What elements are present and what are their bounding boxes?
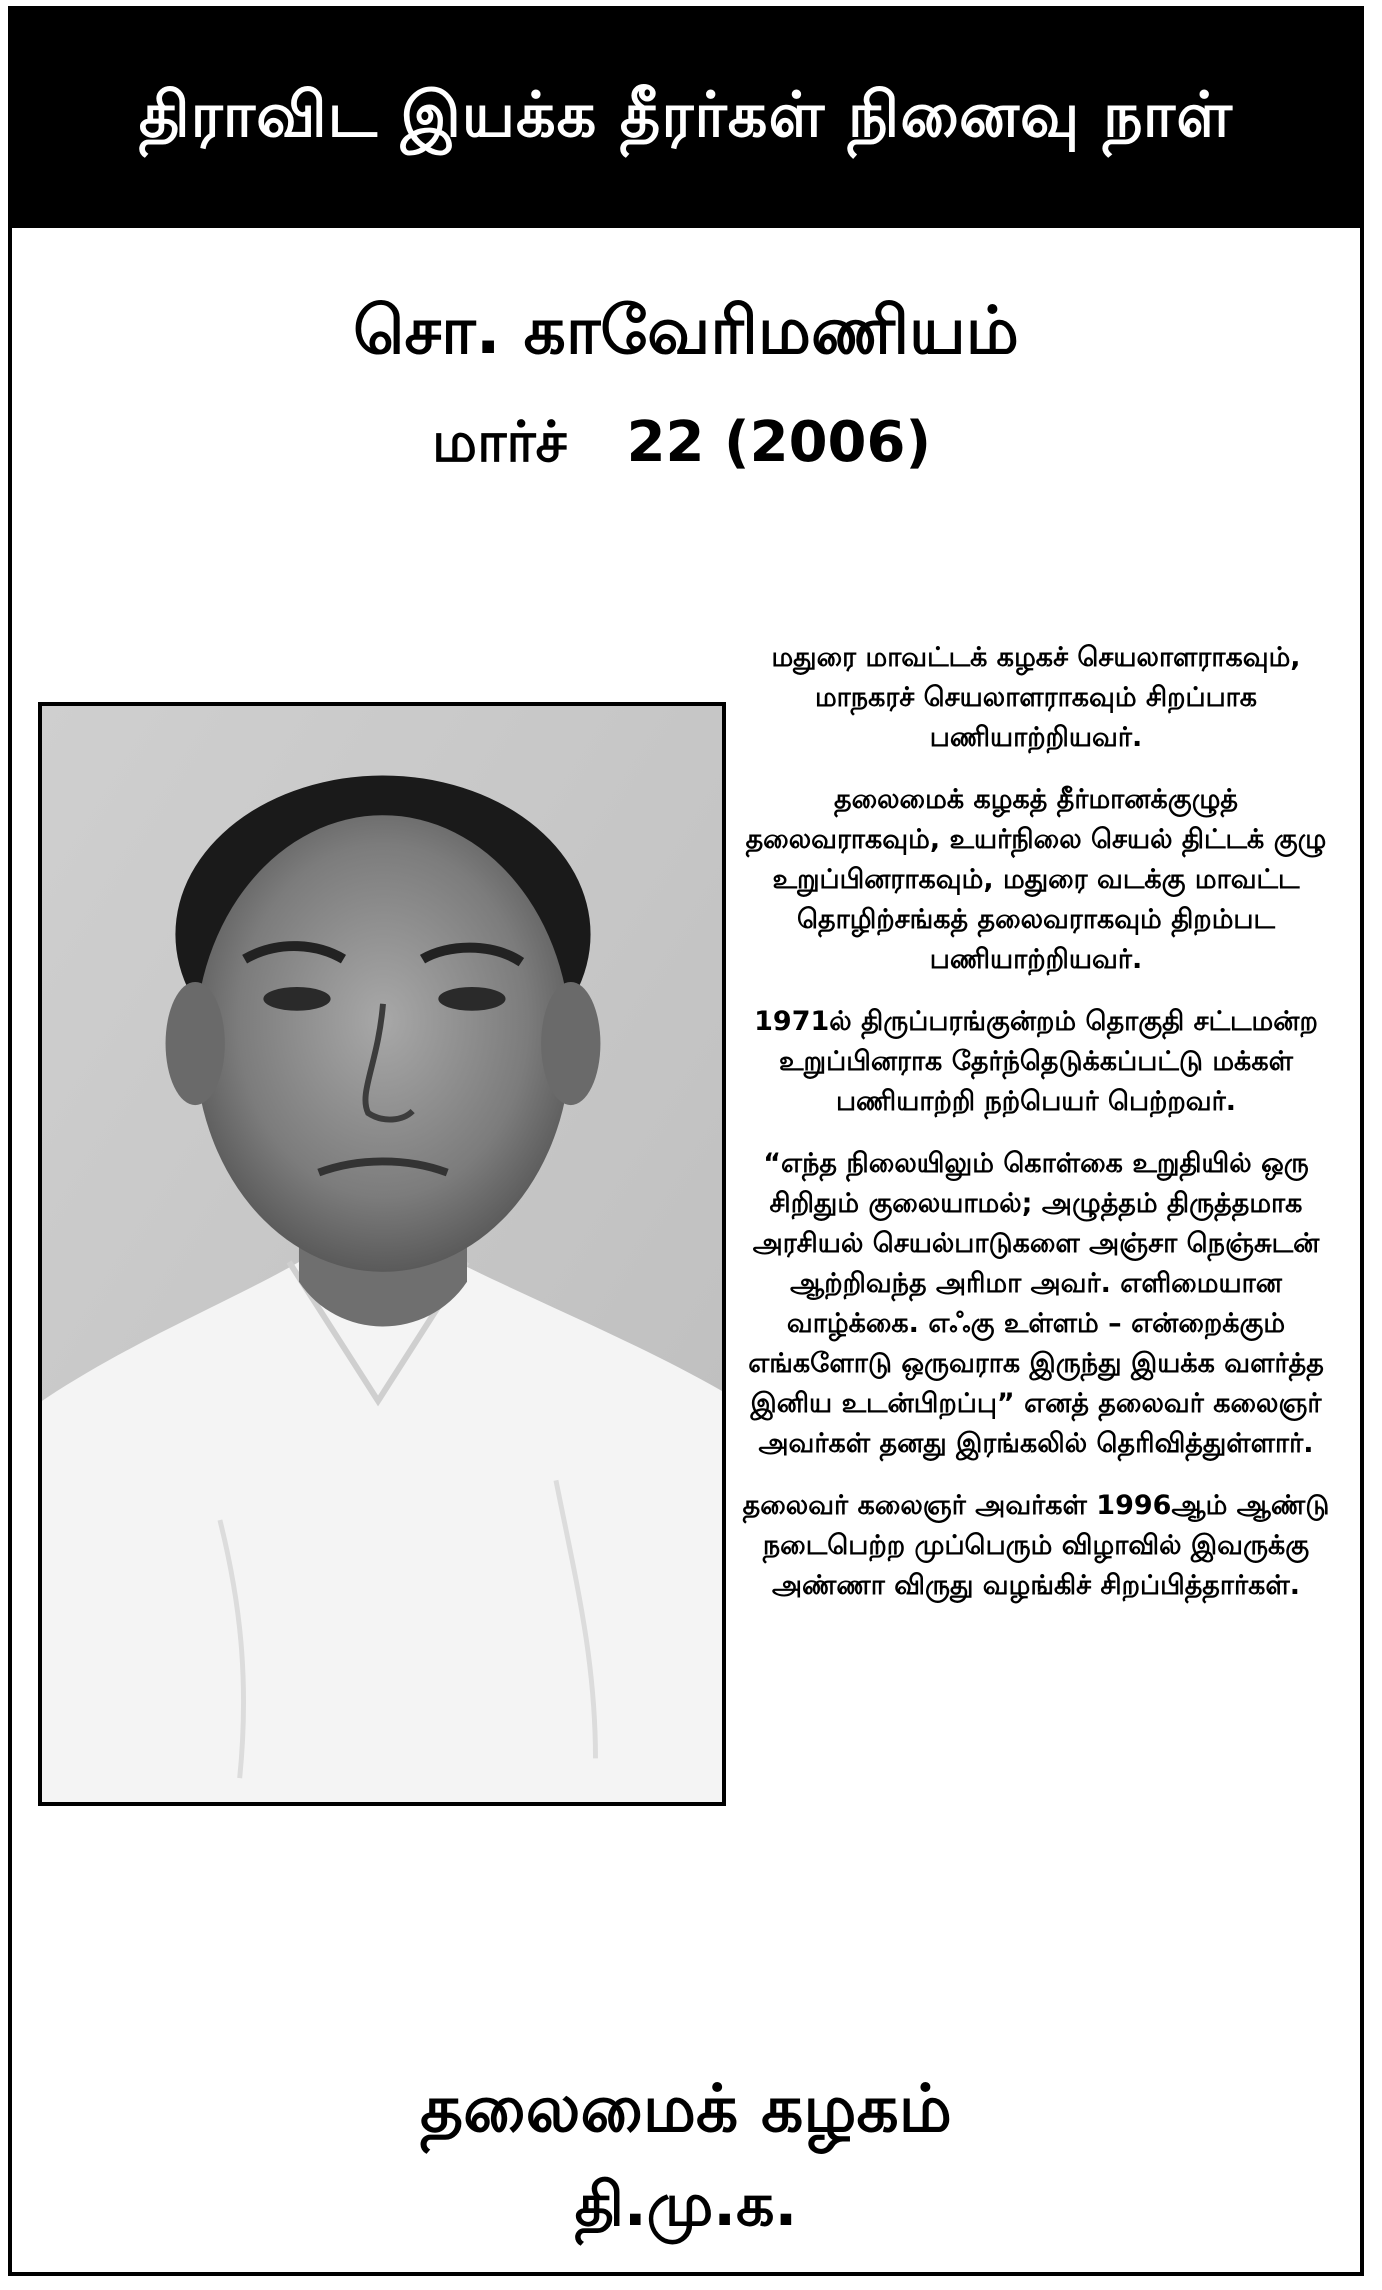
person-name: சொ. காவேரிமணியம் bbox=[353, 292, 1019, 369]
portrait-photo bbox=[38, 702, 726, 1806]
banner-title: திராவிட இயக்க தீரர்கள் நினைவு நாள் bbox=[138, 78, 1234, 151]
biography bbox=[736, 638, 1336, 1628]
bio-paragraph: தலைவர் கலைஞர் அவர்கள் 1996ஆம் ஆண்டு நடைபெற்ற முப்பெரும் விழாவில் இவருக்கு அண்ணா விருது வழங்கிச் சிறப்பித்தார்கள். bbox=[742, 1490, 1330, 1601]
date-month: மார்ச் bbox=[432, 410, 567, 475]
tribute-card bbox=[8, 6, 1364, 2276]
bio-paragraph: மதுரை மாவட்டக் கழகச் செயலாளராகவும், மாநகரச் செயலாளராகவும் சிறப்பாக பணியாற்றியவர். bbox=[771, 642, 1301, 753]
header-banner bbox=[12, 10, 1360, 228]
memorial-date bbox=[432, 410, 931, 482]
bio-paragraph: தலைமைக் கழகத் தீர்மானக்குழுத் தலைவராகவும், உயர்நிலை செயல் திட்டக் குழு உறுப்பினராகவும், மதுரை வடக்கு மாவட்ட தொழிற்சங்கத் தலைவராகவும் திறம்பட பணியாற்றியவர். bbox=[745, 784, 1327, 975]
bio-paragraph: “எந்த நிலையிலும் கொள்கை உறுதியில் ஒரு சிறிதும் குலையாமல்; அழுத்தம் திருத்தமாக அரசியல் செயல்பாடுகளை அஞ்சா நெஞ்சுடன் ஆற்றிவந்த அரிமா அவர். எளிமையான வாழ்க்கை. எஃகு உள்ளம் – என்றைக்கும் எங்களோடு ஒருவராக இருந்து இயக்க வளர்த்த இனிய உடன்பிறப்பு” எனத் தலைவர் கலைஞர் அவர்கள் தனது இரங்கலில் தெரிவித்துள்ளார். bbox=[748, 1148, 1324, 1459]
footer-organization: தலைமைக் கழகம் bbox=[420, 2070, 952, 2147]
date-day-year: 22 (2006) bbox=[626, 410, 932, 475]
portrait-image bbox=[42, 706, 722, 1802]
bio-paragraph: 1971ல் திருப்பரங்குன்றம் தொகுதி சட்டமன்ற உறுப்பினராக தேர்ந்தெடுக்கப்பட்டு மக்கள் பணியாற்றி நற்பெயர் பெற்றவர். bbox=[754, 1006, 1318, 1117]
footer-party: தி.மு.க. bbox=[574, 2170, 798, 2240]
